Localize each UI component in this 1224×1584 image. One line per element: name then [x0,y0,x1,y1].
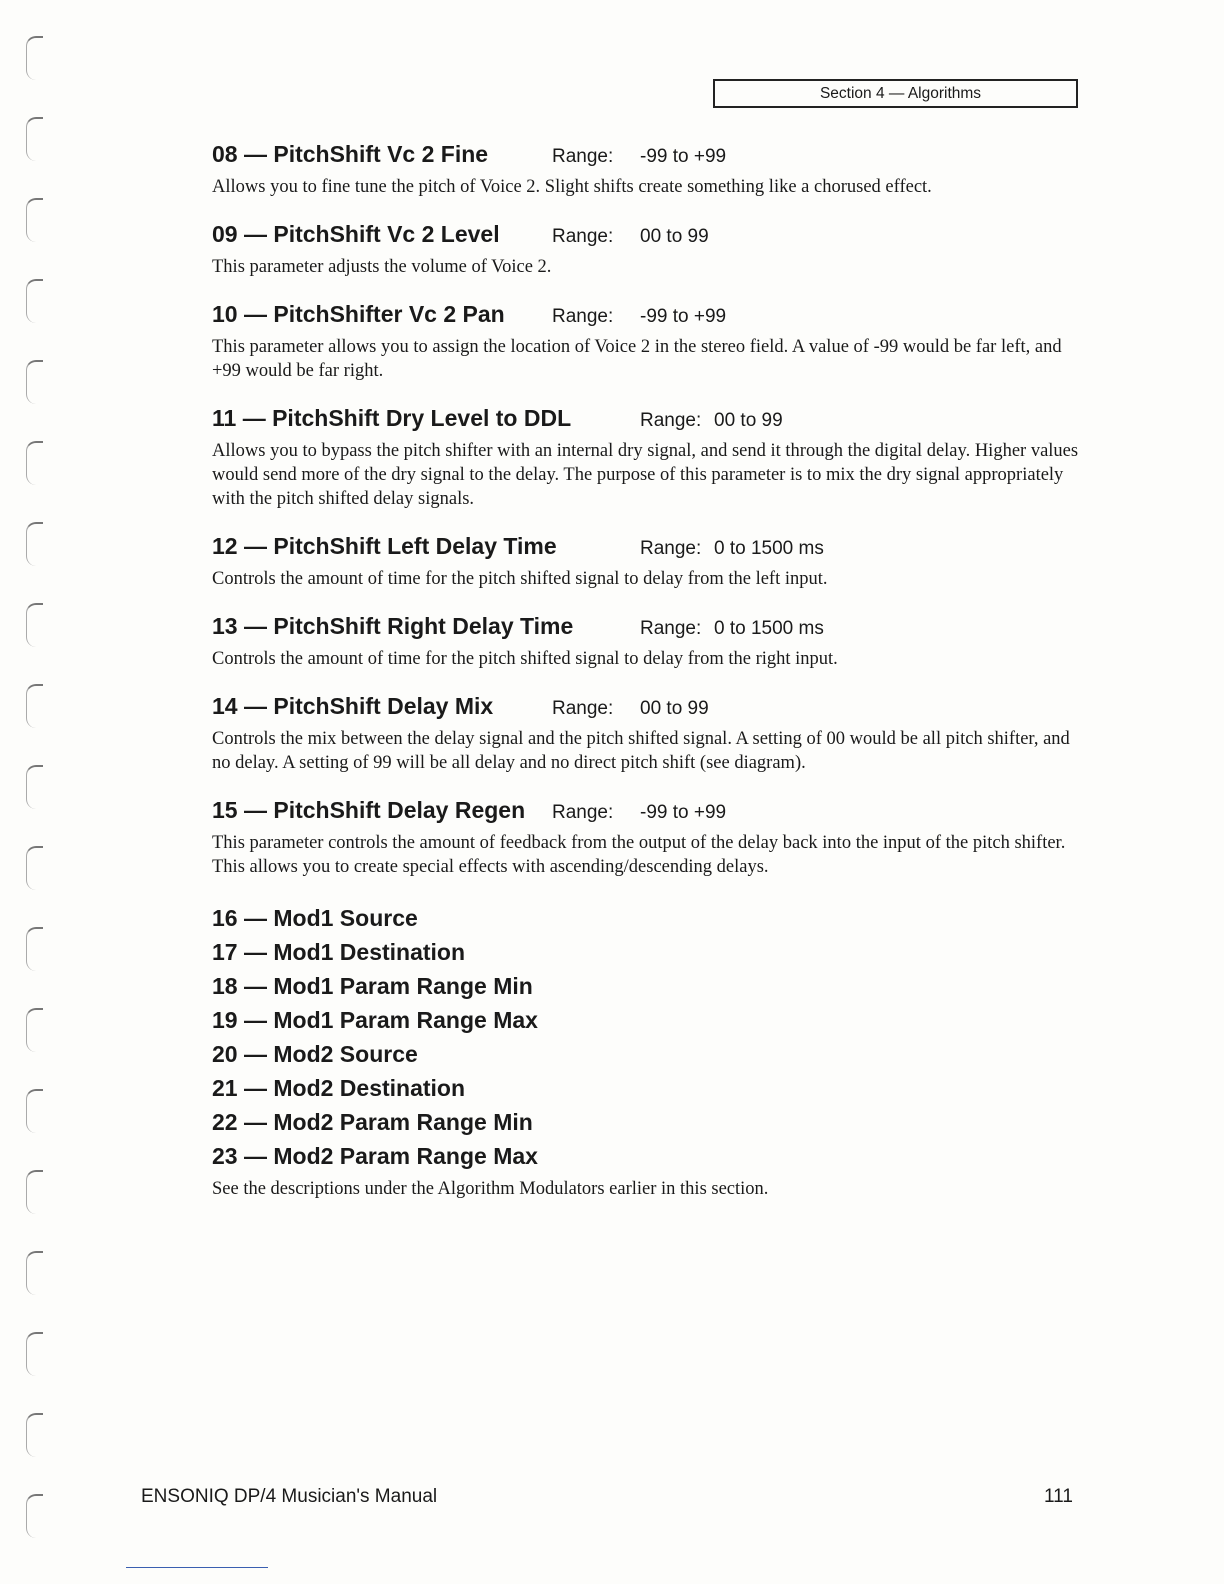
binding-hole [26,1251,43,1295]
mod-param-22: 22 — Mod2 Param Range Min [212,1109,533,1135]
param-entry-13 [212,613,1082,671]
param-entry-09 [212,221,1082,279]
binding-hole [26,1170,43,1214]
param-entry-10 [212,301,1082,383]
binding-hole [26,279,43,323]
param-description: This parameter allows you to assign the location of Voice 2 in the stereo field. A value of -99 would be far left, and +99 would be far right. [212,337,1062,381]
mod-param-19: 19 — Mod1 Param Range Max [212,1007,538,1033]
range-label: Range: [552,226,614,247]
param-title: 15 — PitchShift Delay Regen [212,797,526,823]
binding-hole [26,441,43,485]
param-description: Allows you to fine tune the pitch of Voice 2. Slight shifts create something like a chorused effect. [212,177,932,197]
bottom-rule [126,1567,268,1568]
mod-param-20: 20 — Mod2 Source [212,1041,418,1067]
param-description: Controls the mix between the delay signal and the pitch shifted signal. A setting of 00 would be all pitch shifter, and no delay. A setting of 99 will be all delay and no direct pitch shift (see diagram). [212,729,1070,773]
mod-param-17: 17 — Mod1 Destination [212,939,466,965]
param-description: Controls the amount of time for the pitch shifted signal to delay from the right input. [212,649,838,669]
range-label: Range: [552,306,614,327]
range-label: Range: [552,802,614,823]
modulator-list [212,901,1082,1201]
binding-hole [26,198,43,242]
param-title: 08 — PitchShift Vc 2 Fine [212,141,489,167]
param-title: 11 — PitchShift Dry Level to DDL [212,405,572,431]
footer-manual-title: ENSONIQ DP/4 Musician's Manual [141,1486,438,1507]
param-title: 09 — PitchShift Vc 2 Level [212,221,500,247]
param-title: 14 — PitchShift Delay Mix [212,693,494,719]
param-entry-14 [212,693,1082,775]
parameter-list [212,141,1082,1201]
binding-hole [26,1413,43,1457]
range-label: Range: [640,410,702,431]
param-description: This parameter controls the amount of feedback from the output of the delay back into the input of the pitch shifter. This allows you to create special effects with ascending/descending delays. [212,833,1066,877]
param-entry-12 [212,533,1082,591]
param-entry-08 [212,141,1082,199]
param-title: 12 — PitchShift Left Delay Time [212,533,557,559]
param-description: This parameter adjusts the volume of Voice 2. [212,257,552,277]
binding-hole [26,603,43,647]
range-value: 00 to 99 [640,698,709,719]
binding-hole [26,765,43,809]
mods-description: See the descriptions under the Algorithm Modulators earlier in this section. [212,1179,769,1199]
range-label: Range: [640,618,702,639]
param-entry-15 [212,797,1082,879]
range-value: -99 to +99 [640,802,727,823]
binding-hole [26,1008,43,1052]
param-description: Controls the amount of time for the pitch shifted signal to delay from the left input. [212,569,828,589]
binding-hole [26,117,43,161]
range-label: Range: [552,146,614,167]
range-label: Range: [552,698,614,719]
mod-param-18: 18 — Mod1 Param Range Min [212,973,533,999]
param-description: Allows you to bypass the pitch shifter with an internal dry signal, and send it through the digital delay. Higher values would send more of the dry signal to the delay. The purpose of this parameter is to mix the dry signal appropriately with the pitch shifted delay signals. [212,441,1079,509]
range-value: 0 to 1500 ms [714,618,824,639]
binding-hole [26,1332,43,1376]
binding-hole [26,36,43,80]
param-title: 13 — PitchShift Right Delay Time [212,613,574,639]
range-value: 00 to 99 [640,226,709,247]
binding-hole [26,1494,43,1538]
binding-hole [26,1089,43,1133]
param-entry-11 [212,405,1082,511]
section-header: Section 4 — Algorithms [713,79,1078,108]
range-value: -99 to +99 [640,306,727,327]
page-number: 111 [1044,1486,1073,1507]
binding-hole [26,846,43,890]
mod-param-21: 21 — Mod2 Destination [212,1075,466,1101]
binding-holes [0,0,60,1584]
mod-param-23: 23 — Mod2 Param Range Max [212,1143,538,1169]
range-value: -99 to +99 [640,146,727,167]
range-value: 00 to 99 [714,410,783,431]
binding-hole [26,927,43,971]
binding-hole [26,684,43,728]
range-value: 0 to 1500 ms [714,538,824,559]
param-title: 10 — PitchShifter Vc 2 Pan [212,301,505,327]
range-label: Range: [640,538,702,559]
binding-hole [26,522,43,566]
mod-param-16: 16 — Mod1 Source [212,905,418,931]
binding-hole [26,360,43,404]
